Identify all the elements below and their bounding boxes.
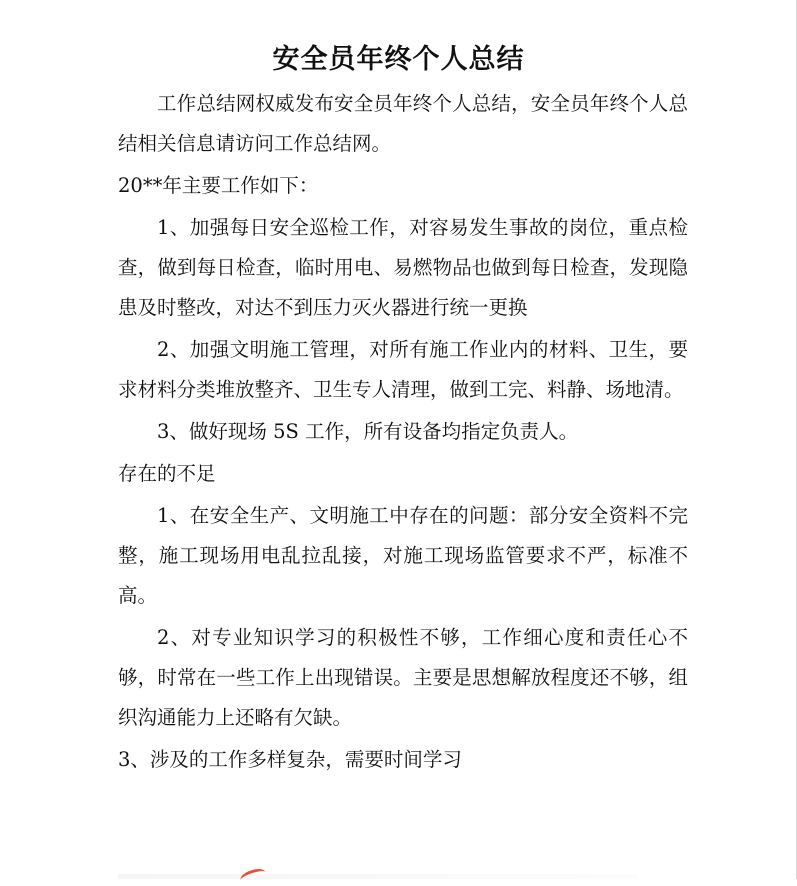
work-item-3: 3、做好现场 5S 工作，所有设备均指定负责人。: [157, 420, 579, 443]
work-item-1: 1、加强每日安全巡检工作，对容易发生事故的岗位，重点检查，做到每日检查，临时用电、易燃物品也做到每日检查，发现隐患及时整改，对达不到压力灭火器进行统一更换: [118, 216, 688, 319]
shortcoming-item-2: 2、对专业知识学习的积极性不够，工作细心度和责任心不够，时常在一些工作上出现错误。主要是思想解放程度还不够，组织沟通能力上还略有欠缺。: [118, 626, 688, 729]
page-edge-shadow: [118, 874, 638, 879]
shortcoming-item-1: 1、在安全生产、文明施工中存在的问题：部分安全资料不完整，施工现场用电乱拉乱接，对施工现场监管要求不严，标准不高。: [118, 504, 688, 607]
shortcoming-item-3: 3、涉及的工作多样复杂，需要时间学习: [118, 748, 462, 771]
intro-paragraph: 工作总结网权威发布安全员年终个人总结，安全员年终个人总结相关信息请访问工作总结网。: [118, 92, 688, 155]
section-heading-main-work: 20**年主要工作如下：: [118, 174, 319, 197]
work-item-2: 2、加强文明施工管理，对所有施工作业内的材料、卫生，要求材料分类堆放整齐、卫生专人清理，做到工完、料静、场地清。: [118, 338, 688, 401]
document-body: [118, 84, 688, 780]
red-ink-mark: [239, 866, 267, 885]
section-heading-shortcomings: 存在的不足: [118, 462, 216, 485]
document-title: 安全员年终个人总结: [272, 44, 525, 75]
